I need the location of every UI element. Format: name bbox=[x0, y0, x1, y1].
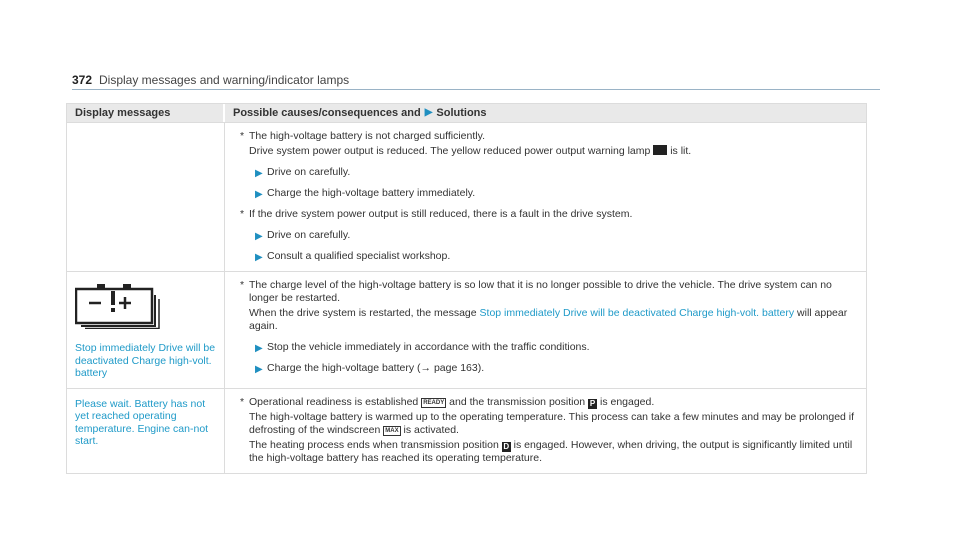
step-arrow-icon: ▶ bbox=[255, 252, 263, 263]
defrost-max-icon: MAX bbox=[385, 427, 399, 434]
message-cell bbox=[67, 272, 225, 388]
table-header bbox=[67, 104, 866, 123]
message-cell bbox=[67, 389, 225, 473]
solution-step: ▶ Charge the high-voltage battery immediately. bbox=[255, 187, 476, 200]
solution-step: ▶ Stop the vehicle immediately in accordance with the traffic conditions. bbox=[255, 341, 590, 354]
ready-indicator-icon: READY bbox=[423, 399, 445, 406]
high-voltage-battery-icon bbox=[75, 281, 163, 329]
col-causes-solutions: Possible causes/consequences and ▶ Solutions bbox=[225, 104, 866, 122]
step-arrow-icon: ▶ bbox=[255, 189, 263, 200]
page-number: 372 bbox=[72, 73, 93, 87]
solution-step: ▶ Charge the high-voltage battery (→ page 163). bbox=[255, 362, 485, 375]
cause-cell: * The charge level of the high-voltage battery is so low that it is no longer possible to drive the vehicle. The drive system can no longer be restarted. When the drive system is restarted, the message Stop immediately Drive will be deactivated Charge high-volt. battery will appear again. ▶ Stop the vehicle immediately in accordance with the traffic conditions. ▶ Charge the high-voltage battery (→ page 163). bbox=[225, 272, 866, 388]
header-divider bbox=[72, 89, 880, 90]
cause-cell: * Operational readiness is established READY and the transmission position P is engaged. The high-voltage battery is warmed up to the operating temperature. This process can take a few minutes and may be prolonged if defrosting of the windscreen MAX is activated. The heating process ends when transmission position D is engaged. However, when driving, the output is significantly limited until the high-voltage battery has reached its operating temperature. bbox=[240, 395, 855, 464]
display-message: Stop immediately Drive will be deactivated Charge high-volt. battery bbox=[75, 342, 216, 379]
table-row bbox=[67, 389, 866, 473]
step-arrow-icon: ▶ bbox=[255, 231, 263, 242]
step-arrow-icon: ▶ bbox=[255, 168, 263, 179]
message-reference: Stop immediately Drive will be deactivated Charge high-volt. battery bbox=[479, 307, 795, 319]
display-message: Please wait. Battery has not yet reached operating temperature. Engine can-not start. bbox=[75, 397, 209, 447]
step-arrow-icon: ▶ bbox=[255, 364, 263, 375]
page-reference[interactable]: page 163). bbox=[433, 362, 485, 374]
solution-step: ▶ Consult a qualified specialist workshop. bbox=[255, 250, 451, 263]
table-row bbox=[67, 272, 866, 389]
solution-arrow-icon: ▶ bbox=[424, 107, 433, 118]
messages-table bbox=[66, 103, 867, 474]
reduced-power-warning-icon bbox=[653, 145, 667, 155]
message-cell bbox=[67, 123, 225, 271]
solution-step: ▶ Drive on carefully. bbox=[255, 166, 351, 179]
table-row bbox=[67, 123, 866, 272]
step-arrow-icon: ▶ bbox=[255, 343, 263, 354]
solution-step: ▶ Drive on carefully. bbox=[255, 229, 351, 242]
park-position-icon: P bbox=[589, 398, 596, 408]
page-ref-arrow-icon: → bbox=[420, 362, 432, 374]
cause-cell: * The high-voltage battery is not charged sufficiently. Drive system power output is reduced. The yellow reduced power output warning lamp is lit. ▶ Drive on carefully. ▶ Charge the high-voltage battery immediately. * If the drive system power output is still reduced, there is a fault in the drive system. ▶ Drive on carefully. ▶ Consult a qualified specialist workshop. bbox=[225, 123, 866, 271]
page-title: Display messages and warning/indicator lamps bbox=[99, 73, 350, 87]
col-display-messages: Display messages bbox=[67, 104, 225, 122]
drive-position-icon: D bbox=[503, 441, 510, 451]
